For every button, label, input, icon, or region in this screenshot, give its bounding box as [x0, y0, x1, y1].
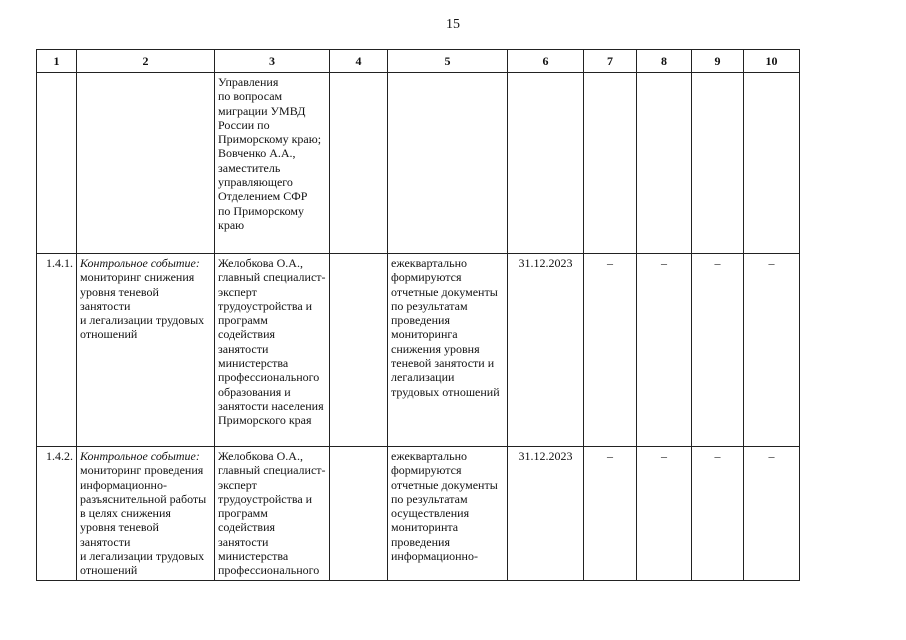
date-cell: 31.12.2023: [508, 447, 584, 581]
column4-cell: [330, 73, 388, 254]
responsible-cell: [215, 254, 330, 447]
responsible-text: Управления по вопросам миграции УМВД России по Приморскому краю; Вовченко А.А., заместитель управляющего Отделением СФР по Приморскому краю: [218, 75, 322, 232]
result-text: ежеквартально формируются отчетные документы по результатам осуществления мониторинта проведения информационно-: [391, 449, 498, 564]
column-header: 8: [637, 50, 692, 73]
responsible-cell: [215, 73, 330, 254]
responsible-cell: [215, 447, 330, 581]
column-header: 3: [215, 50, 330, 73]
column-header: 6: [508, 50, 584, 73]
column-number-row: [37, 50, 800, 73]
column10-cell: –: [744, 447, 800, 581]
column7-cell: [584, 73, 637, 254]
page-number: 15: [446, 17, 460, 32]
column7-cell: –: [584, 254, 637, 447]
column-header: 4: [330, 50, 388, 73]
column8-cell: –: [637, 254, 692, 447]
row-number: [37, 73, 77, 254]
column-header: 1: [37, 50, 77, 73]
responsible-text: Желобкова О.А., главный специалист- эксперт трудоустройства и программ содействия занятости министерства профессионального образования и занятости населения Приморского края: [218, 256, 326, 428]
column9-cell: –: [692, 254, 744, 447]
column-header: 10: [744, 50, 800, 73]
event-cell: [77, 73, 215, 254]
result-cell: [388, 254, 508, 447]
plan-table: [36, 49, 800, 581]
column-header: 7: [584, 50, 637, 73]
date-cell: 31.12.2023: [508, 254, 584, 447]
result-text: ежеквартально формируются отчетные документы по результатам проведения мониторинга снижения уровня теневой занятости и легализации трудовых отношений: [391, 256, 500, 399]
event-text: мониторинг проведения информационно- разъяснительной работы в целях снижения уровня теневой занятости и легализации трудовых отношений: [80, 463, 207, 578]
event-label: Контрольное событие:: [80, 449, 200, 463]
column-header: 5: [388, 50, 508, 73]
result-cell: [388, 447, 508, 581]
table-row: [37, 447, 800, 581]
responsible-text: Желобкова О.А., главный специалист- эксперт трудоустройства и программ содействия занятости министерства профессионального: [218, 449, 326, 578]
column10-cell: –: [744, 254, 800, 447]
table-row: [37, 73, 800, 254]
column8-cell: [637, 73, 692, 254]
event-label: Контрольное событие:: [80, 256, 200, 270]
row-number: 1.4.1.: [37, 254, 77, 447]
column4-cell: [330, 447, 388, 581]
column8-cell: –: [637, 447, 692, 581]
event-cell: [77, 254, 215, 447]
column7-cell: –: [584, 447, 637, 581]
event-cell: [77, 447, 215, 581]
column9-cell: [692, 73, 744, 254]
column9-cell: –: [692, 447, 744, 581]
table-row: [37, 254, 800, 447]
column-header: 2: [77, 50, 215, 73]
date-cell: [508, 73, 584, 254]
result-cell: [388, 73, 508, 254]
column10-cell: [744, 73, 800, 254]
column-header: 9: [692, 50, 744, 73]
event-text: мониторинг снижения уровня теневой занятости и легализации трудовых отношений: [80, 270, 205, 342]
row-number: 1.4.2.: [37, 447, 77, 581]
column4-cell: [330, 254, 388, 447]
